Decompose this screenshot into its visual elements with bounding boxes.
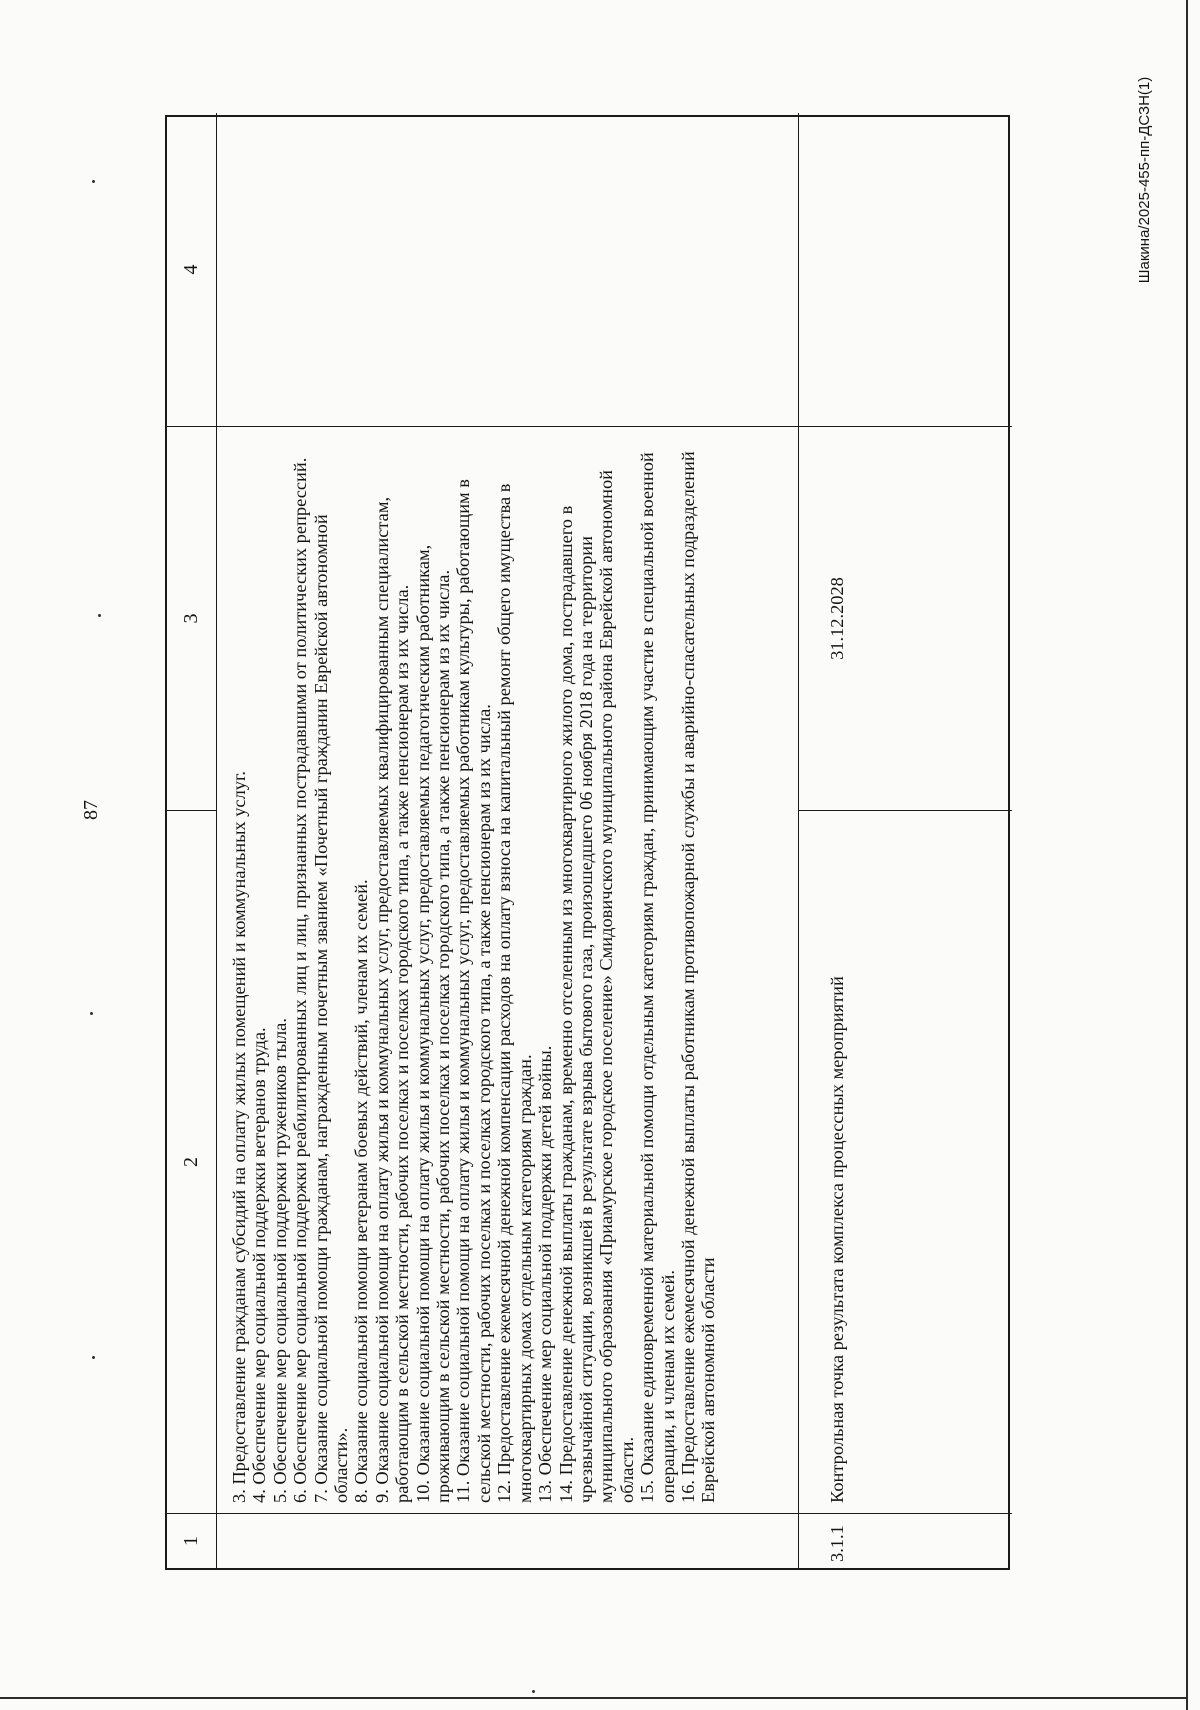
measure-item: 11. Оказание социальной помощи на оплату жилья и коммунальных услуг, предоставляемых работникам культуры, работающим в сельской местности, рабочих поселках и поселках городского типа, а также пенсионерам из их числа. [453,479,494,1503]
scan-edge-right [1186,0,1188,1710]
cell-col4-empty [217,113,799,426]
control-point-date: 31.12.2028 [799,426,1012,810]
scan-speck [92,1356,95,1359]
measure-item: 14. Предоставление денежной выплаты гражданам, временно отселенным из многоквартирного жилого дома, пострадавшего в чрезвычайной ситуации, возникшей в результате взрыва бытового газа, произошедшего 06 ноября 2018 года на территории муниципального образования «Приамурское городское поселение» Смидовичского муниципального района Еврейской автономной области. [555,469,637,1503]
header-col-2: 2 [167,810,217,1513]
measure-item: 5. Обеспечение мер социальной поддержки тружеников тыла. [269,1018,290,1503]
measure-item: 15. Оказание единовременной материальной помощи отдельным категориям граждан, принимающим участие в специальной военной операции, и членам их семей. [637,452,678,1503]
scan-edge-bottom [0,1697,1188,1699]
page-number: 87 [80,800,102,820]
measure-item: 6. Обеспечение мер социальной поддержки реабилитированных лиц и лиц, признанных пострадавшими от политических репрессий. [290,457,311,1503]
measure-item: 9. Оказание социальной помощи на оплату жилья и коммунальных услуг, предоставляемых квалифицированным специалистам, работающим в сельской местности, рабочих поселках и поселках городского типа, а также пенсионерам из их числа. [371,496,413,1503]
measure-item: 8. Оказание социальной помощи ветеранам боевых действий, членам их семей. [351,879,372,1503]
header-col-4: 4 [167,113,217,426]
header-col-3: 3 [167,426,217,810]
program-table [165,115,1010,1570]
measure-item: 7. Оказание социальной помощи гражданам, награжденным почетным званием «Почетный гражданин Еврейской автономной области». [310,514,352,1503]
cell-number-empty [217,1513,799,1568]
scan-speck [92,180,95,183]
scan-speck [98,614,101,617]
measure-item: 4. Обеспечение мер социальной поддержки ветеранов труда. [249,1027,270,1503]
scan-speck [532,1690,535,1693]
header-col-1: 1 [167,1513,217,1568]
control-point-col4 [799,113,1012,426]
measure-item: 16. Предоставление ежемесячной денежной выплаты работникам противопожарной службы и аварийно-спасательных подразделений Еврейской автономной области [677,451,719,1503]
measure-item: 13. Обеспечение мер социальной поддержки детей войны. [535,1045,556,1503]
measure-item: 12. Предоставление ежемесячной денежной компенсации расходов на оплату взноса на капитальный ремонт общего имущества в многоквартирных домах отдельным категориям граждан. [494,483,535,1503]
scan-speck [90,1012,93,1015]
measures-list-cell [217,426,799,1513]
measure-item: 3. Предоставление гражданам субсидий на оплату жилых помещений и коммунальных услуг. [229,770,249,1503]
document-code: Шакина/2025-455-пп-ДСЗН(1) [1136,76,1153,284]
control-point-number: 3.1.1 [799,1513,1012,1568]
measure-item: 10. Оказание социальной помощи на оплату жилья и коммунальных услуг, предоставляемых педагогическим работникам, проживающим в сельской местности, рабочих поселках и поселках городского типа, а также пенсионерам из их числа. [412,544,454,1503]
control-point-name: Контрольная точка результата комплекса процессных мероприятий [799,810,1012,1513]
